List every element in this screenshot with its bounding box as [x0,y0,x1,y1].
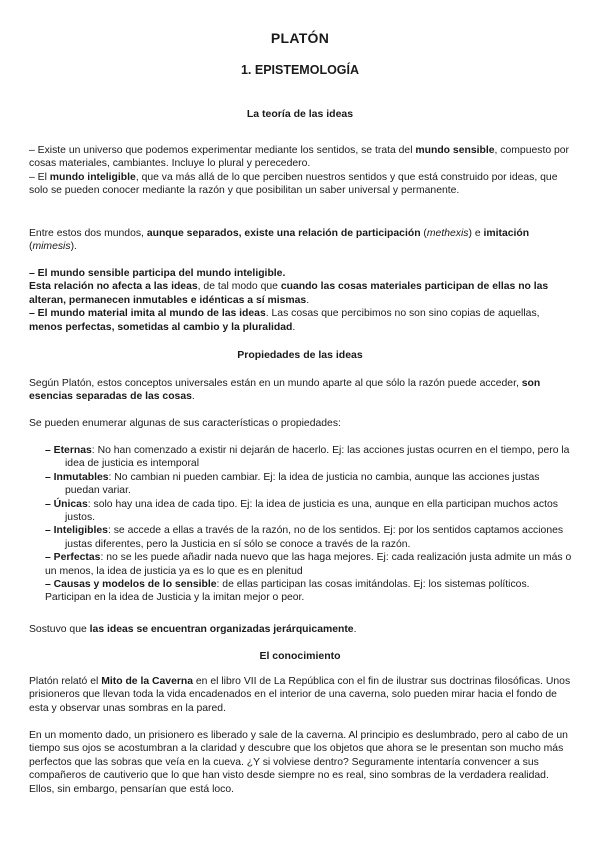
paragraph-prisionero: En un momento dado, un prisionero es liberado y sale de la caverna. Al principio es deslumbrado, pero al cabo de un tiempo sus ojos se acostumbran a la claridad y descubre que los objetos que ahora se le presentan son mucho más perfectos que las sobras que veía en la cueva. ¿Y si volviese dentro? Seguramente intentaría convencer a sus compañeros de cautiverio que lo que han visto desde siempre no es real, sino sombras de la verdadera realidad. Ellos, sin embargo, pensarían que está loco. [29,730,568,795]
heading-conocimiento: El conocimiento [259,650,341,662]
paragraph-mito-caverna: Platón relató el Mito de la Caverna en el libro VII de La República con el fin de ilustrar sus doctrinas filosóficas. Unos prisioneros que llevan toda la vida encadenados en el interior de una caverna, solo pueden mirar hacia el fondo de esta y observar unas sombras en la pared. [29,676,571,714]
list-item: – Eternas: No han comenzado a existir ni dejarán de hacerlo. Ej: las acciones justas ocurren en el tiempo, pero la idea de justicia es intemporal [45,445,570,470]
list-item: – Inmutables: No cambian ni pueden cambiar. Ej: la idea de justicia no cambia, aunque las acciones justas puedan variar. [45,471,540,497]
paragraph-jerarquia: Sostuvo que las ideas se encuentran organizadas jerárquicamente. [29,624,357,635]
list-item: – Causas y modelos de lo sensible: de ellas participan las cosas imitándolas. Ej: los sistemas políticos. Participan en la idea de Justicia y la imitan mejor o peor. [45,579,530,604]
section-title: 1. EPISTEMOLOGÍA [240,63,360,77]
paragraph-relacion: Entre estos dos mundos, aunque separados, existe una relación de participación (methexis) e imitación (mimesis). [29,228,530,253]
list-item: – Únicas: solo hay una idea de cada tipo. Ej: la idea de justicia es una, aunque en ella participan muchos actos justos. [45,498,558,524]
properties-list [45,444,573,605]
heading-teoria-ideas: La teoría de las ideas [246,108,354,120]
list-item: – Inteligibles: se accede a ellas a través de la razón, no de los sentidos. Ej: por los sentidos captamos acciones justas diferentes, pero la Justicia en sí sólo se conoce a través de la razón. [45,525,564,550]
paragraph-enumerar: Se pueden enumerar algunas de sus características o propiedades: [29,418,341,429]
list-item: – Perfectas: no se les puede añadir nada nuevo que las haga mejores. Ej: cada realización justa admite un más o un menos, la idea de justicia ya es lo que es en plenitud [45,552,572,577]
paragraph-mundo-sensible: – Existe un universo que podemos experimentar mediante los sentidos, se trata del mundo sensible, compuesto por cosas materiales, cambiantes. Incluye lo plural y perecedero. [29,145,570,170]
heading-propiedades: Propiedades de las ideas [237,349,363,361]
document-title: PLATÓN [270,30,330,46]
paragraph-mundo-inteligible: – El mundo inteligible, que va más allá de lo que perciben nuestros sentidos y que está construido por ideas, que solo se pueden conocer mediante la razón y que posibilitan un saber universal y permanente. [29,172,558,197]
paragraph-esencias: Según Platón, estos conceptos universales están en un mundo aparte al que sólo la razón puede acceder, son esencias separadas de las cosas. [29,378,541,403]
paragraph-participacion: – El mundo sensible participa del mundo inteligible. Esta relación no afecta a las ideas, de tal modo que cuando las cosas materiales participan de ellas no las alteran, permanecen inmutables e idénticas a sí mismas. – El mundo material imita al mundo de las ideas. Las cosas que percibimos no son sino copias de aquellas, menos perfectas, sometidas al cambio y la pluralidad. [29,268,549,333]
